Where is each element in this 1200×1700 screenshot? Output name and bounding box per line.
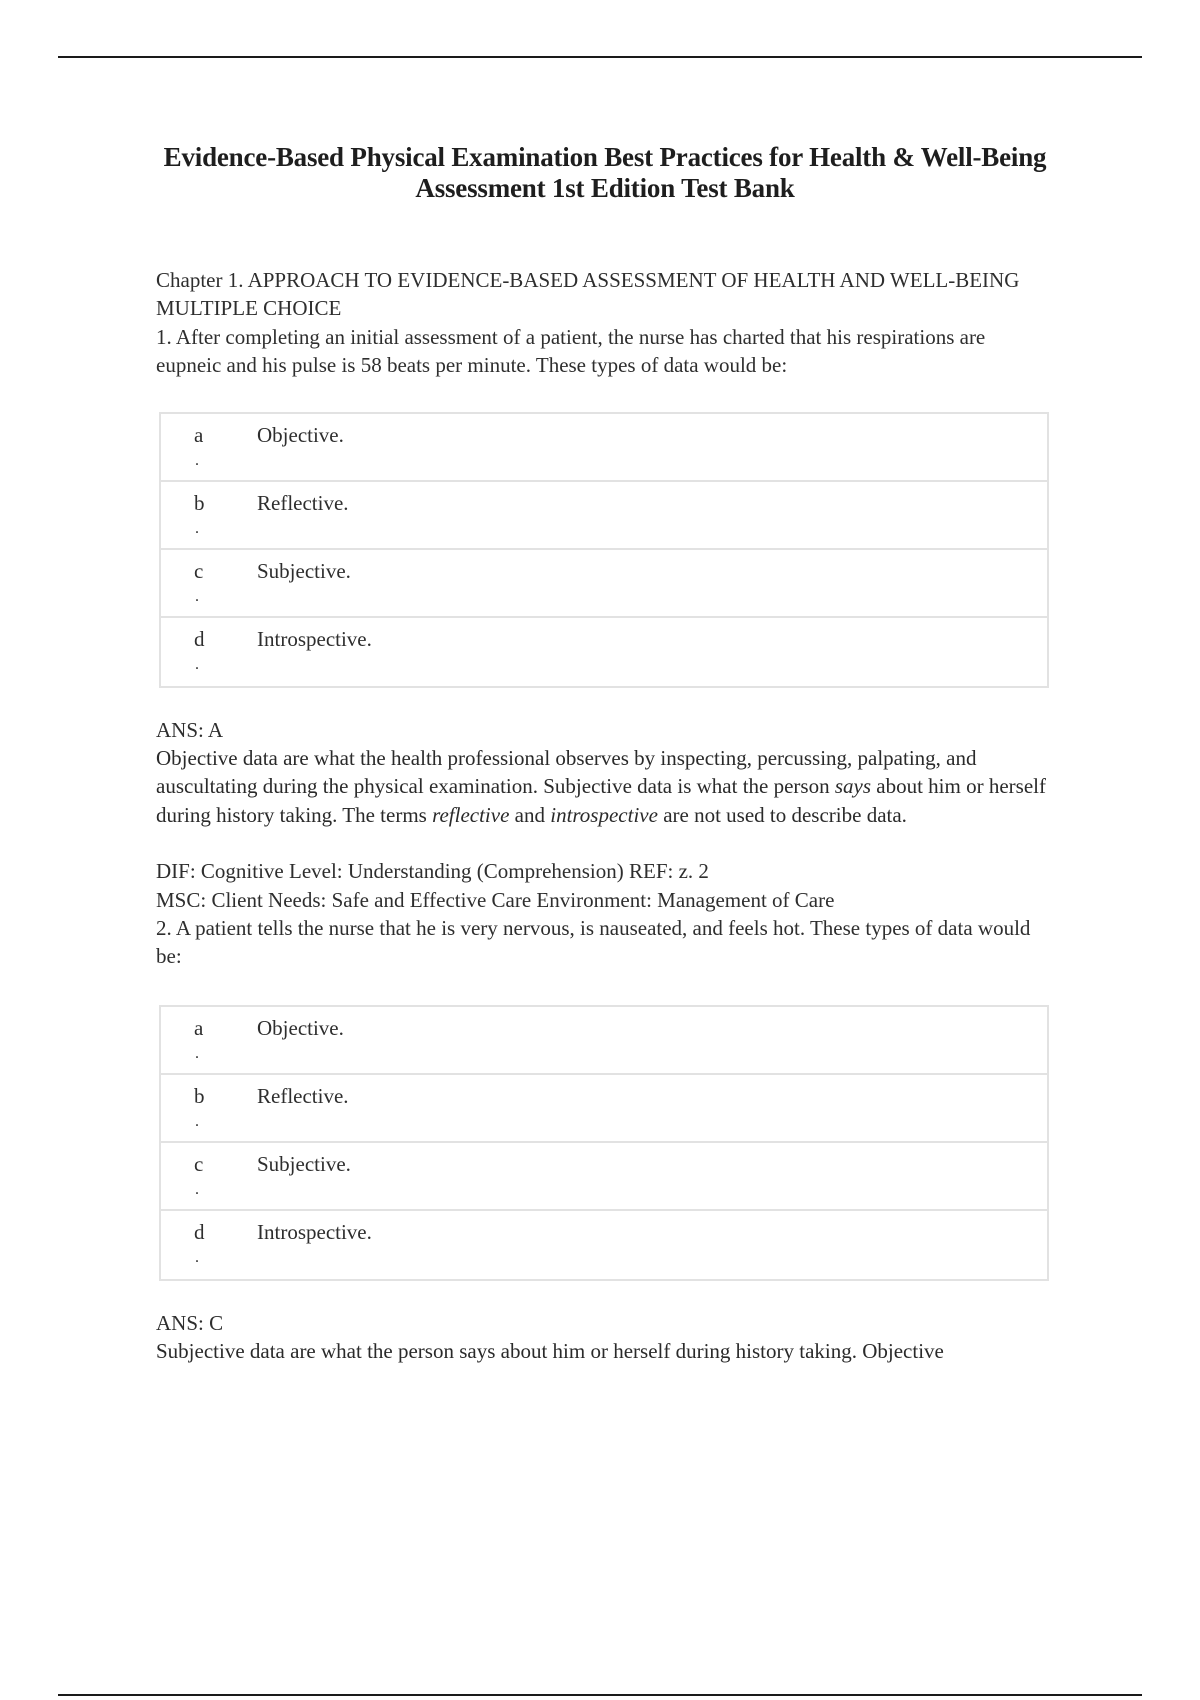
bottom-rule bbox=[58, 1694, 1142, 1696]
question-2-explanation: Subjective data are what the person says about him or herself during history taking. Objective bbox=[156, 1339, 944, 1364]
top-rule bbox=[58, 56, 1142, 58]
question-1-dif: DIF: Cognitive Level: Understanding (Comprehension) REF: z. 2 bbox=[156, 859, 709, 884]
question-2-answer-block bbox=[156, 1309, 1054, 1366]
option-row bbox=[161, 1007, 1047, 1075]
section-label: MULTIPLE CHOICE bbox=[156, 296, 342, 321]
question-1-msc: MSC: Client Needs: Safe and Effective Care Environment: Management of Care bbox=[156, 887, 835, 912]
option-text: Introspective. bbox=[257, 626, 372, 651]
question-1-answer-block bbox=[156, 716, 1054, 830]
question-2-options bbox=[159, 1005, 1049, 1281]
question-2-answer: ANS: C bbox=[156, 1310, 224, 1335]
option-letter: a . bbox=[194, 422, 204, 469]
question-1-options bbox=[159, 412, 1049, 688]
option-letter: a . bbox=[194, 1015, 204, 1062]
option-row bbox=[161, 1075, 1047, 1143]
option-letter: d . bbox=[194, 1219, 205, 1266]
option-letter: d . bbox=[194, 626, 205, 673]
option-letter: b . bbox=[194, 490, 205, 537]
option-text: Reflective. bbox=[257, 490, 349, 515]
question-1-answer: ANS: A bbox=[156, 717, 224, 742]
option-letter: c . bbox=[194, 558, 204, 605]
question-2-stem: 2. A patient tells the nurse that he is very nervous, is nauseated, and feels hot. These types of data would be: bbox=[156, 916, 1031, 969]
page-content bbox=[156, 142, 1054, 1366]
option-row bbox=[161, 482, 1047, 550]
option-letter: b . bbox=[194, 1083, 205, 1130]
option-letter: c . bbox=[194, 1151, 204, 1198]
chapter-heading: Chapter 1. APPROACH TO EVIDENCE-BASED ASSESSMENT OF HEALTH AND WELL-BEING bbox=[156, 268, 1020, 292]
question-1-explanation: Objective data are what the health professional observes by inspecting, percussing, palpating, and auscultating during the physical examination. Subjective data is what the person says about him or herself during history taking. The terms reflective and introspective are not used to describe data. bbox=[156, 746, 1046, 827]
option-text: Subjective. bbox=[257, 1151, 351, 1176]
question-1-meta bbox=[156, 857, 1054, 971]
option-text: Introspective. bbox=[257, 1219, 372, 1244]
option-text: Objective. bbox=[257, 1015, 344, 1040]
option-row bbox=[161, 1211, 1047, 1279]
option-text: Objective. bbox=[257, 422, 344, 447]
document-title: Evidence-Based Physical Examination Best Practices for Health & Well-Being Assessment 1st Edition Test Bank bbox=[163, 142, 1047, 203]
option-text: Reflective. bbox=[257, 1083, 349, 1108]
question-1-stem: 1. After completing an initial assessment of a patient, the nurse has charted that his respirations are eupneic and his pulse is 58 beats per minute. These types of data would be: bbox=[156, 324, 986, 378]
option-row bbox=[161, 1143, 1047, 1211]
option-row bbox=[161, 550, 1047, 618]
chapter-block bbox=[156, 266, 1054, 380]
option-text: Subjective. bbox=[257, 558, 351, 583]
option-row bbox=[161, 414, 1047, 482]
option-row bbox=[161, 618, 1047, 686]
